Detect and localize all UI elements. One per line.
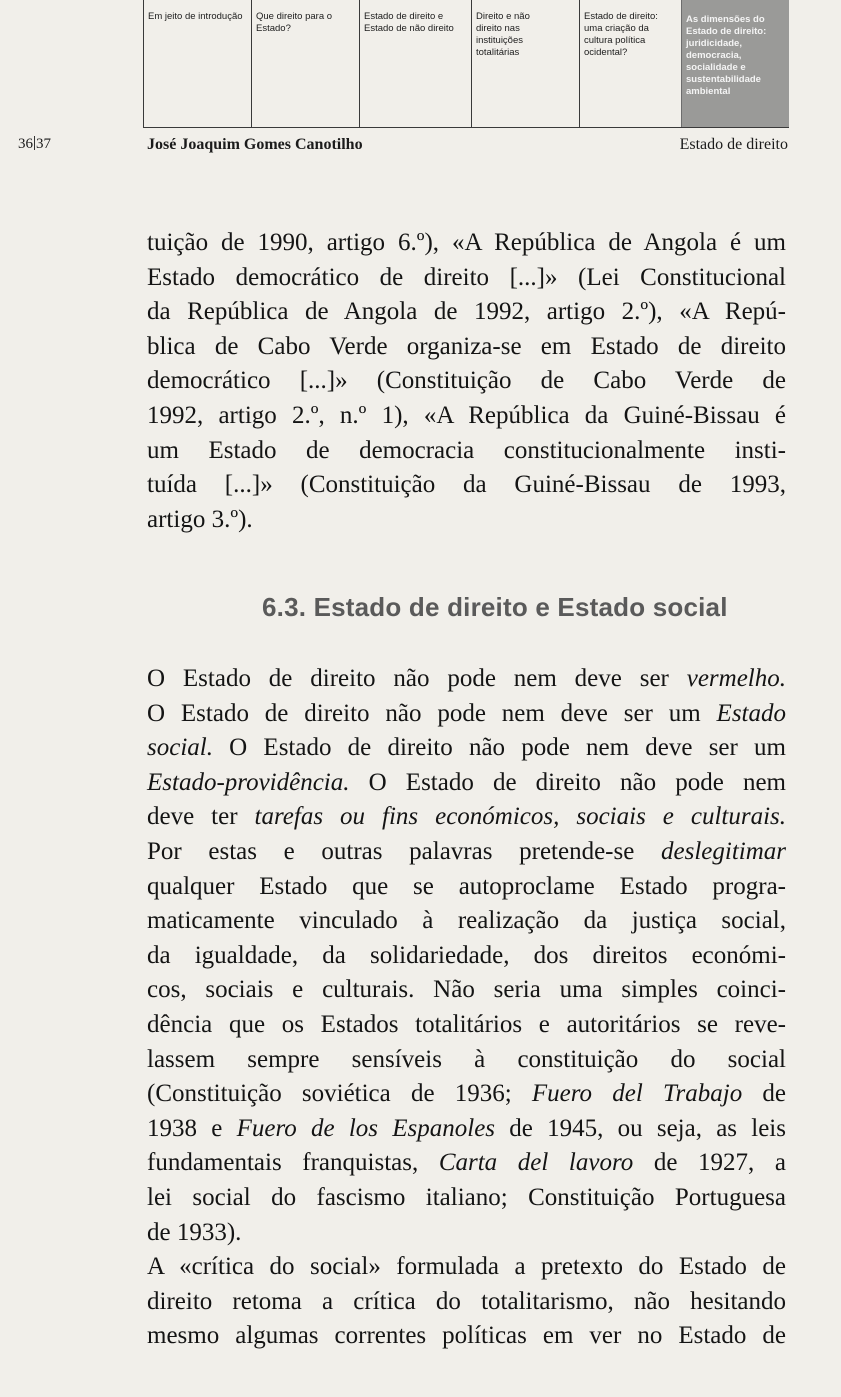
- text-line: mesmo algumas correntes políticas em ver no Estado de: [147, 1322, 786, 1350]
- text-line: tuída [...]» (Constituição da Guiné-Bissau de 1993,: [147, 471, 786, 499]
- text-line: lei social do fascismo italiano; Constituição Portuguesa: [147, 1183, 786, 1211]
- text-line: lassem sempre sensíveis à constituição do social: [147, 1045, 786, 1073]
- text-line: da República de Angola de 1992, artigo 2.º), «A Repú-: [147, 298, 786, 326]
- text-line: fundamentais franquistas, Carta del lavoro de 1927, a: [147, 1149, 786, 1177]
- folio-separator: [34, 136, 35, 150]
- text-line: (Constituição soviética de 1936; Fuero del Trabajo de: [147, 1080, 786, 1108]
- text-line: social. O Estado de direito não pode nem deve ser um: [147, 734, 786, 762]
- text-line: Estado democrático de direito [...]» (Lei Constitucional: [147, 263, 786, 291]
- text-line: da igualdade, da solidariedade, dos direitos económi-: [147, 941, 786, 969]
- paragraph-critica-do-social: [147, 1250, 786, 1354]
- text-line: tuição de 1990, artigo 6.º), «A República de Angola é um: [147, 229, 786, 256]
- text-line: O Estado de direito não pode nem deve ser vermelho.: [147, 665, 786, 692]
- text-line: dência que os Estados totalitários e autoritários se reve-: [147, 1010, 786, 1038]
- text-line: A «crítica do social» formulada a pretexto do Estado de: [147, 1253, 786, 1280]
- tab-label: Estado de direito: uma criação da cultura política ocidental?: [584, 11, 658, 58]
- tab-label: Em jeito de introdução: [148, 11, 243, 22]
- tab-dimensoes-active[interactable]: [681, 0, 789, 128]
- text-line: deve ter tarefas ou fins económicos, sociais e culturais.: [147, 803, 787, 831]
- tab-label: Que direito para o Estado?: [256, 11, 333, 34]
- text-line: maticamente vinculado à realização da justiça social,: [147, 907, 786, 935]
- text-line: um Estado de democracia constitucionalmente insti-: [147, 436, 786, 464]
- running-section-title: Estado de direito: [679, 136, 788, 153]
- text-line: direito retoma a crítica do totalitarismo, não hesitando: [147, 1287, 786, 1315]
- running-author: José Joaquim Gomes Canotilho: [147, 136, 363, 153]
- tab-label: Direito e não direito nas instituições totalitárias: [476, 11, 530, 58]
- tabs-divider: [143, 127, 789, 128]
- text-line: cos, sociais e culturais. Não seria uma simples coinci-: [147, 976, 786, 1004]
- text-line: de 1933).: [147, 1218, 242, 1246]
- tab-cultura-politica[interactable]: [579, 0, 681, 128]
- text-line: democrático [...]» (Constituição de Cabo Verde de: [147, 367, 786, 395]
- tab-que-direito[interactable]: [251, 0, 359, 128]
- tab-estado-de-nao-direito[interactable]: [359, 0, 471, 128]
- page-numbers: [18, 136, 51, 153]
- tab-label: Estado de direito e Estado de não direito: [364, 11, 454, 34]
- chapter-tabs: [143, 0, 789, 128]
- section-heading: 6.3. Estado de direito e Estado social: [262, 592, 728, 622]
- text-line: Por estas e outras palavras pretende-se deslegitimar: [147, 837, 786, 865]
- page-number-right: 37: [36, 136, 51, 152]
- paragraph-estado-social: [147, 662, 786, 1250]
- page-number-left: 36: [18, 136, 33, 152]
- text-line: O Estado de direito não pode nem deve ser um Estado: [147, 699, 786, 727]
- tab-instituicoes-totalitarias[interactable]: [471, 0, 579, 128]
- text-line: qualquer Estado que se autoproclame Estado progra-: [147, 872, 786, 900]
- paragraph-constitutions: [147, 226, 786, 537]
- tab-introducao[interactable]: [143, 0, 251, 128]
- text-line: artigo 3.º).: [147, 505, 253, 533]
- tab-label: As dimensões do Estado de direito: juridicidade, democracia, socialidade e sustentabilidade ambiental: [686, 14, 767, 97]
- text-line: 1992, artigo 2.º, n.º 1), «A República da Guiné-Bissau é: [147, 401, 786, 429]
- text-line: blica de Cabo Verde organiza-se em Estado de direito: [147, 332, 786, 360]
- text-line: Estado-providência. O Estado de direito não pode nem: [147, 768, 786, 796]
- text-line: 1938 e Fuero de los Espanoles de 1945, ou seja, as leis: [147, 1114, 786, 1142]
